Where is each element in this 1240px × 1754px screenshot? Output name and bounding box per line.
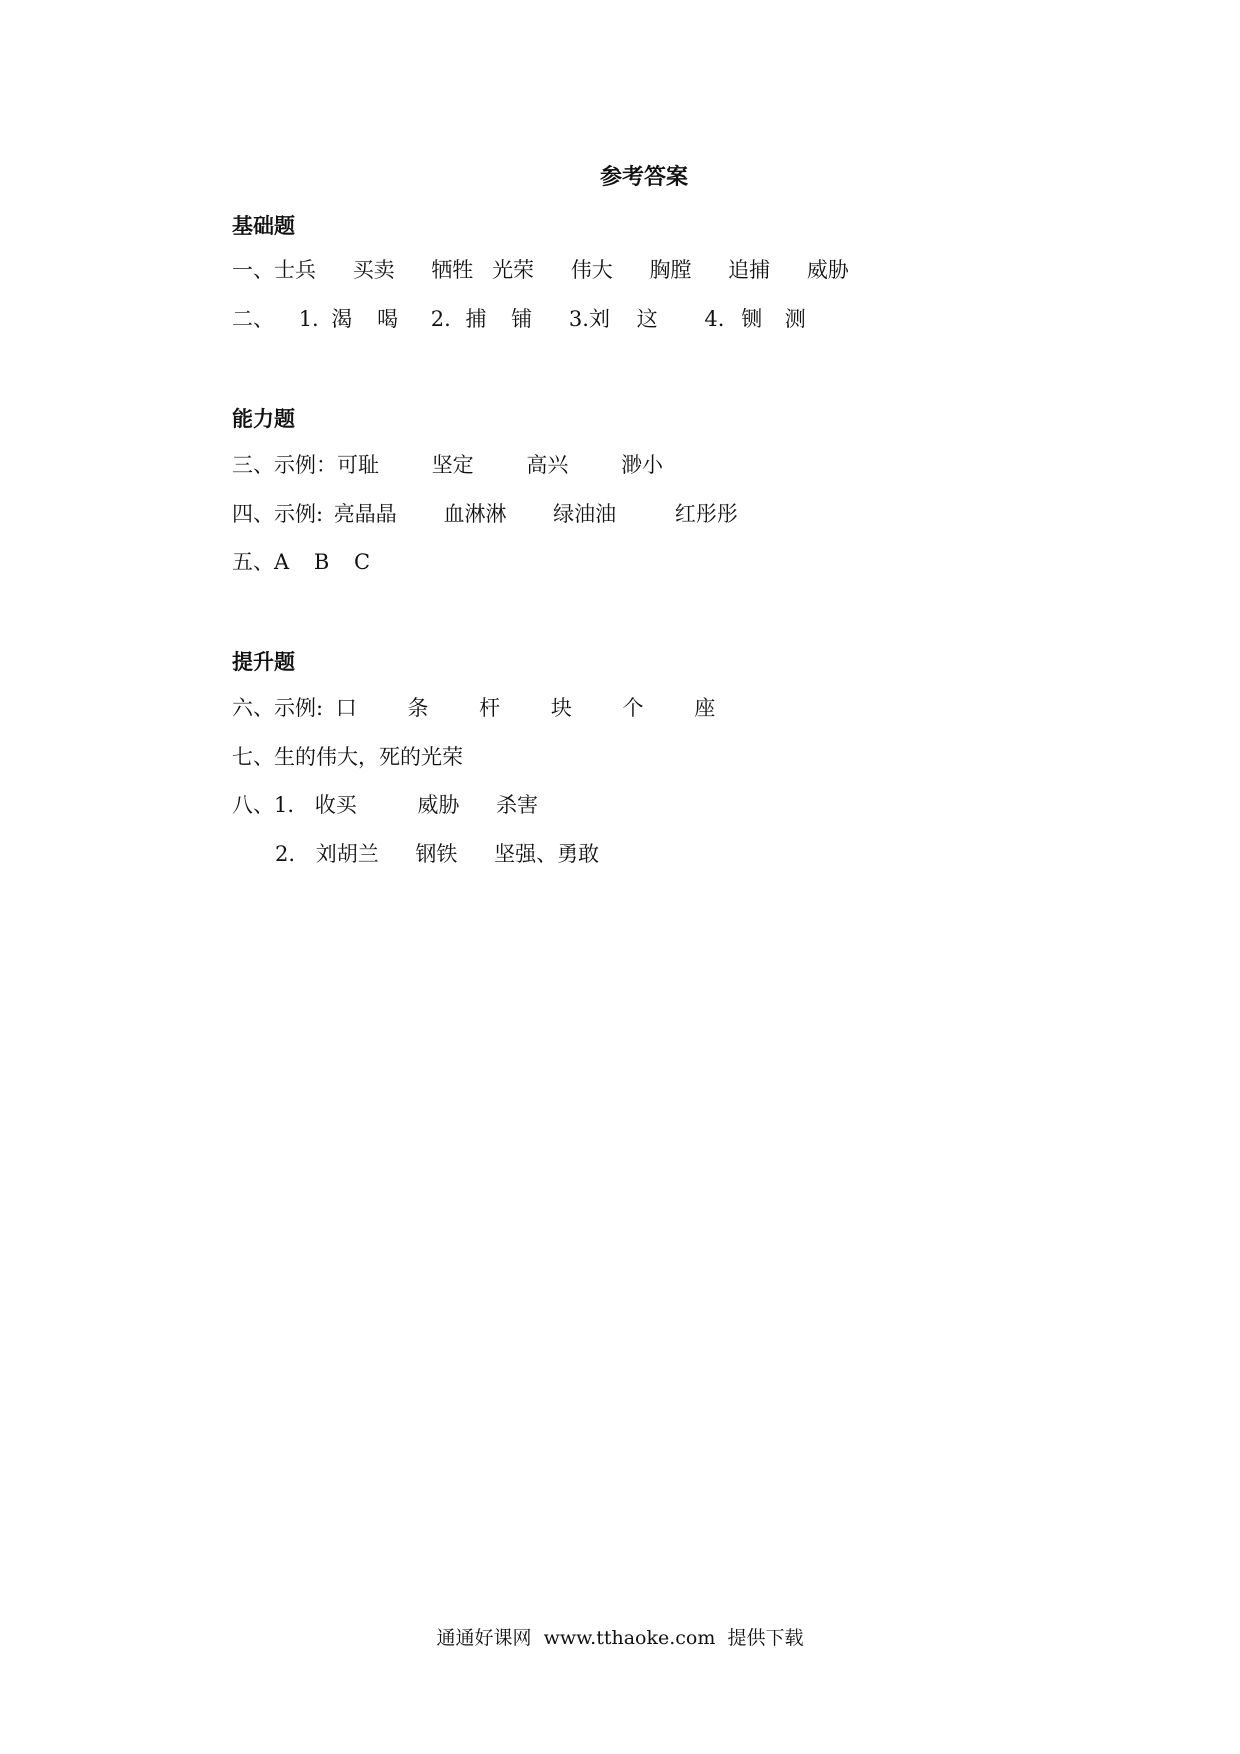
footer-credit: 通通好课网 www.tthaoke.com 提供下载 — [436, 1627, 804, 1649]
answer-line-8b — [275, 840, 599, 868]
answer-item: 士兵 — [274, 258, 316, 282]
answer-item: 刘 — [588, 307, 610, 331]
answer-item: 这 — [636, 307, 658, 331]
answer-item: 收买 — [314, 793, 357, 817]
answer-item: 个 — [622, 696, 644, 720]
answer-item: 绿油油 — [553, 502, 617, 526]
answer-number: 3. — [568, 307, 589, 331]
answer-prefix: 六、示例: — [232, 696, 324, 720]
answer-item: 胸膛 — [649, 258, 692, 282]
answer-line-1 — [232, 256, 849, 284]
answer-item: 亮晶晶 — [333, 502, 397, 526]
answer-prefix: 八、 — [232, 793, 274, 817]
answer-item: 铺 — [511, 307, 533, 331]
answer-item: 座 — [694, 696, 716, 720]
answer-item: 追捕 — [728, 258, 771, 282]
answer-item: B — [313, 550, 330, 574]
answer-item: 口 — [335, 696, 357, 720]
answer-number: 1. — [274, 793, 295, 817]
answer-item: 喝 — [377, 307, 399, 331]
answer-item: 刘胡兰 — [315, 842, 379, 866]
page-title: 参考答案 — [599, 165, 688, 190]
answer-number: 4. — [704, 307, 725, 331]
answer-item: 威胁 — [417, 793, 460, 817]
section-heading-advanced: 提升题 — [232, 650, 295, 674]
answer-item: 条 — [407, 696, 429, 720]
answer-item: A — [274, 550, 290, 574]
answer-item: 买卖 — [352, 258, 395, 282]
answer-item: 高兴 — [526, 453, 569, 477]
answer-line-4 — [232, 500, 738, 528]
answer-item: 可耻 — [337, 453, 379, 477]
section-heading-basic: 基础题 — [232, 214, 295, 238]
answer-item: 坚定 — [431, 453, 474, 477]
answer-item: 钢铁 — [415, 842, 458, 866]
answer-item: 铡 — [741, 307, 763, 331]
answer-line-5 — [232, 548, 370, 576]
answer-prefix: 五、 — [232, 550, 274, 574]
answer-item: 坚强、勇敢 — [494, 842, 600, 866]
answer-item: C — [353, 550, 371, 574]
answer-line-7: 七、生的伟大，死的光荣 — [232, 745, 463, 769]
answer-line-6 — [232, 694, 715, 722]
answer-item: 光荣 — [492, 258, 535, 282]
answer-item: 红彤彤 — [674, 502, 738, 526]
section-heading-ability: 能力题 — [232, 407, 295, 431]
answer-item: 杆 — [479, 696, 501, 720]
answer-number: 2. — [275, 842, 296, 866]
answer-item: 块 — [550, 696, 572, 720]
answer-number: 1. — [298, 307, 319, 331]
answer-item: 捕 — [465, 307, 487, 331]
answer-item: 牺牲 — [431, 258, 474, 282]
answer-prefix: 一、 — [232, 258, 274, 282]
answer-line-3 — [232, 451, 663, 479]
answer-prefix: 四、示例: — [232, 502, 324, 526]
answer-item: 威胁 — [806, 258, 849, 282]
answer-item: 渺小 — [621, 453, 664, 477]
answer-item: 伟大 — [570, 258, 613, 282]
answer-prefix: 二、 — [232, 307, 274, 331]
answer-line-8 — [232, 791, 538, 819]
answer-item: 测 — [784, 307, 806, 331]
answer-item: 血淋淋 — [443, 502, 507, 526]
answer-number: 2. — [430, 307, 451, 331]
answer-line-2 — [232, 305, 806, 333]
answer-prefix: 三、示例： — [232, 453, 337, 477]
answer-item: 杀害 — [496, 793, 539, 817]
answer-item: 渴 — [331, 307, 353, 331]
